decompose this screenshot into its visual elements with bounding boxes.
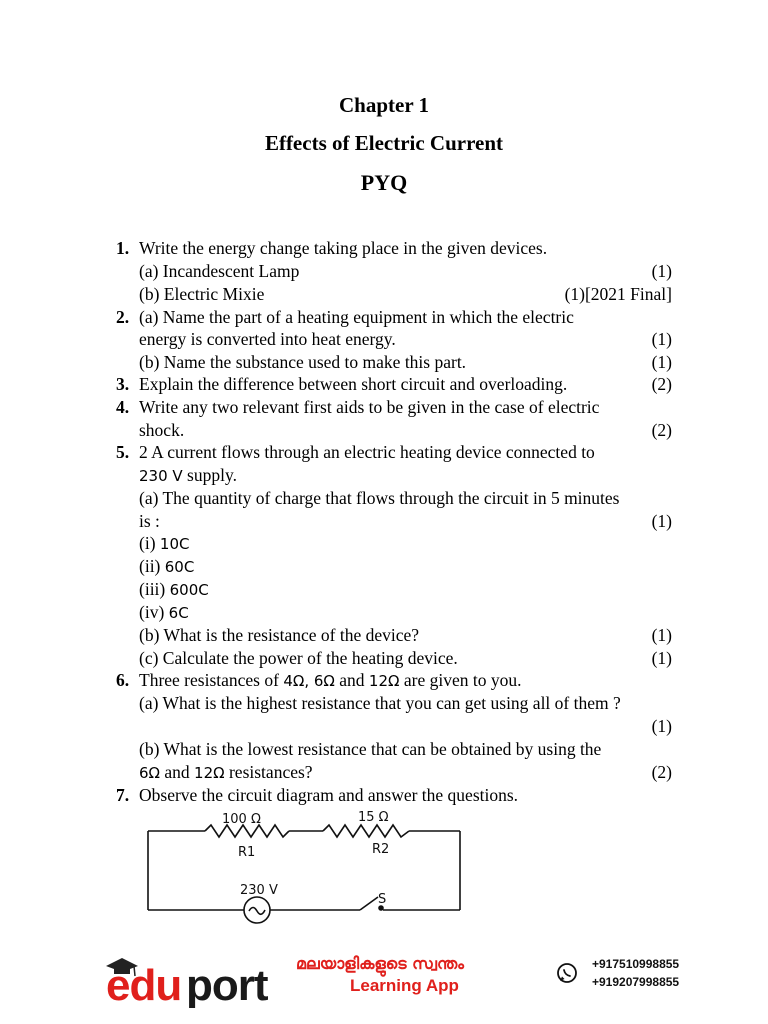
- marks: (1): [651, 261, 672, 281]
- phone-number-2[interactable]: +919207998855: [592, 975, 680, 989]
- option-label: (ii): [139, 556, 165, 576]
- supply-value: 230 V: [139, 467, 183, 485]
- text-part: and: [334, 670, 369, 690]
- question-text: Write the energy change taking place in the given devices.: [139, 238, 548, 258]
- sub-question: (b) Electric Mixie: [139, 284, 265, 304]
- r1-value-label: 100 Ω: [222, 812, 261, 827]
- question-number: 5.: [116, 442, 130, 462]
- malayalam-tagline: മലയാളികളുടെ സ്വന്തം: [296, 954, 464, 973]
- option-label: (iii): [139, 579, 170, 599]
- chapter-heading: Chapter 1: [338, 93, 430, 117]
- option-value: 10C: [159, 535, 190, 553]
- svg-text:port: port: [186, 961, 268, 1008]
- text-part: are given to you.: [399, 670, 522, 690]
- question-text: [139, 669, 521, 693]
- option-value: 60C: [164, 558, 195, 576]
- question-number: 2.: [116, 307, 130, 327]
- marks: (1): [651, 352, 672, 372]
- option: [139, 555, 194, 579]
- option-label: (i): [139, 533, 160, 553]
- question-number: 1.: [116, 238, 130, 258]
- marks: (1): [651, 716, 672, 736]
- circuit-diagram: [0, 805, 768, 935]
- svg-text:edu: edu: [106, 961, 182, 1008]
- question-text: Write any two relevant first aids to be given in the case of electric: [139, 397, 600, 417]
- phone-number-1[interactable]: +917510998855: [592, 957, 680, 971]
- whatsapp-icon: [556, 962, 578, 984]
- chapter-title: Effects of Electric Current: [264, 131, 504, 155]
- question-text: 2 A current flows through an electric heating device connected to: [139, 442, 595, 462]
- option: [139, 601, 189, 625]
- option: [139, 532, 189, 556]
- resistance-values: 4Ω, 6Ω: [283, 672, 335, 690]
- question-text: (a) Name the part of a heating equipment in which the electric: [139, 307, 574, 327]
- question-number: 7.: [116, 785, 130, 805]
- marks: (2): [651, 374, 672, 394]
- option-value: 600C: [169, 581, 209, 599]
- sub-question: (a) What is the highest resistance that you can get using all of them ?: [139, 693, 621, 713]
- eduport-logo: [104, 952, 274, 1008]
- chapter-subtitle: PYQ: [360, 170, 408, 195]
- question-text: [139, 464, 237, 488]
- source-voltage-label: 230 V: [240, 883, 278, 898]
- resistance-value: 12Ω: [194, 764, 225, 782]
- question-text: Observe the circuit diagram and answer the questions.: [139, 785, 519, 805]
- r2-label: R2: [372, 842, 390, 857]
- sub-question: (b) Name the substance used to make this part.: [139, 352, 467, 372]
- marks: (1): [651, 648, 672, 668]
- text-part: and: [160, 762, 195, 782]
- sub-question: (c) Calculate the power of the heating device.: [139, 648, 458, 668]
- question-number: 3.: [116, 374, 130, 394]
- marks: (1): [651, 329, 672, 349]
- sub-question: (b) What is the resistance of the device?: [139, 625, 420, 645]
- sub-question: is :: [139, 511, 160, 531]
- r1-label: R1: [238, 845, 256, 860]
- sub-question: (a) The quantity of charge that flows through the circuit in 5 minutes: [139, 488, 620, 508]
- r2-value-label: 15 Ω: [358, 810, 389, 825]
- marks: (1): [651, 625, 672, 645]
- supply-rest: supply.: [182, 465, 237, 485]
- switch-label: S: [378, 892, 387, 907]
- marks: (1): [651, 511, 672, 531]
- question-number: 6.: [116, 670, 130, 690]
- switch-lever: [360, 897, 378, 910]
- question-text: energy is converted into heat energy.: [139, 329, 396, 349]
- option-label: (iv): [139, 602, 169, 622]
- sub-question: (b) What is the lowest resistance that can be obtained by using the: [139, 739, 602, 759]
- text-part: Three resistances of: [139, 670, 284, 690]
- sub-question: (a) Incandescent Lamp: [139, 261, 300, 281]
- resistor-r2-zigzag: [323, 825, 409, 837]
- question-text: shock.: [139, 420, 185, 440]
- learning-app-tagline: Learning App: [350, 976, 459, 995]
- resistance-value: 6Ω: [139, 764, 161, 782]
- text-part: resistances?: [224, 762, 313, 782]
- marks: (1)[2021 Final]: [564, 284, 672, 304]
- question-text: Explain the difference between short circuit and overloading.: [139, 374, 568, 394]
- resistance-value: 12Ω: [368, 672, 400, 690]
- sub-question: [139, 761, 313, 785]
- question-number: 4.: [116, 397, 130, 417]
- marks: (2): [651, 420, 672, 440]
- ac-wave-icon: [249, 908, 265, 915]
- option: [139, 578, 209, 602]
- marks: (2): [651, 762, 672, 782]
- option-value: 6C: [168, 604, 189, 622]
